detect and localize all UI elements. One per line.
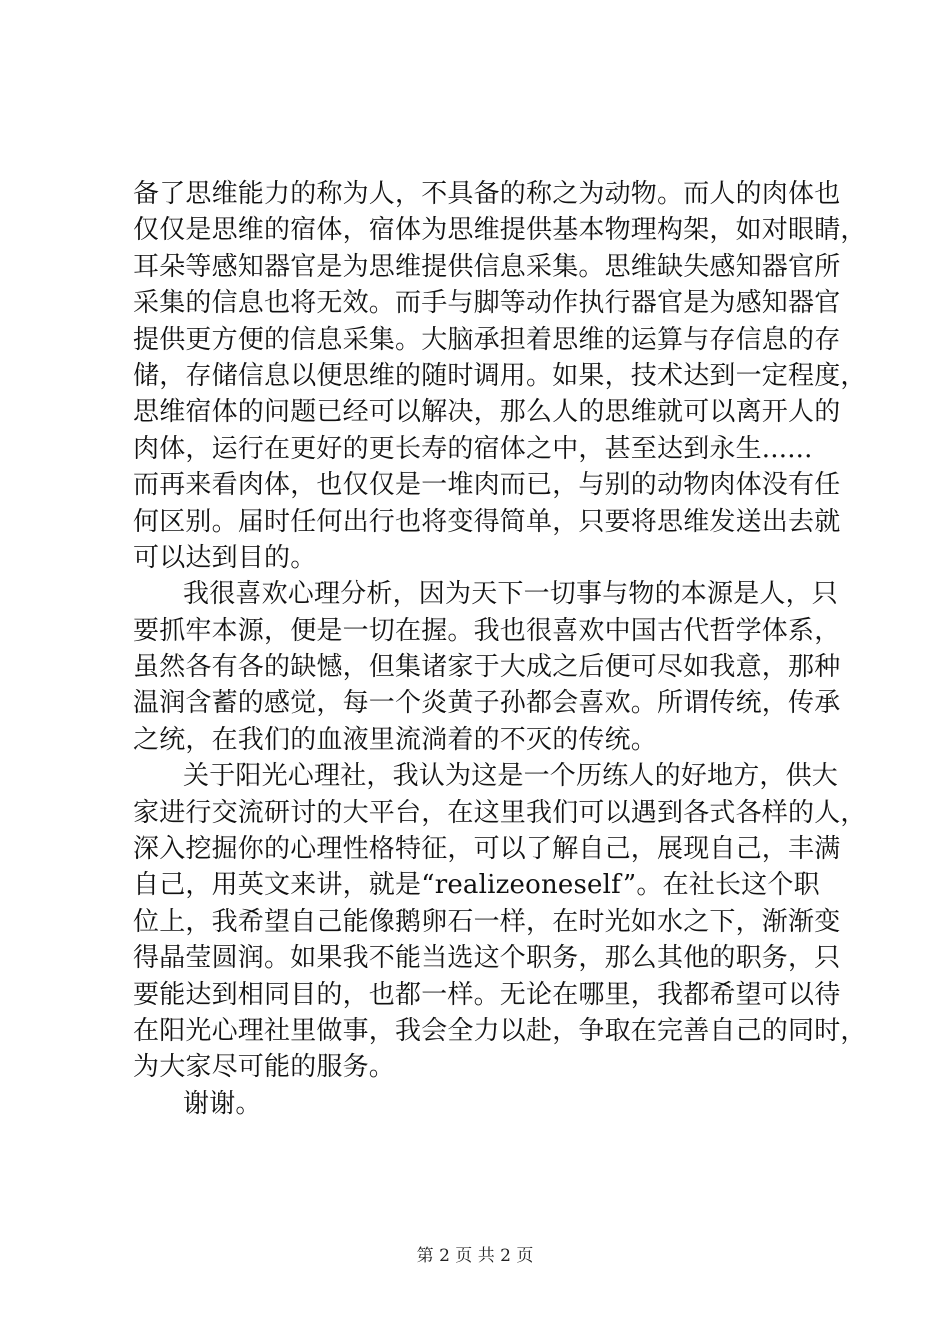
text-line: 关于阳光心理社，我认为这是一个历练人的好地方，供大: [183, 761, 839, 792]
text-line: 在阳光心理社里做事，我会全力以赴，争取在完善自己的同时，: [133, 1015, 867, 1046]
text-line: 要抓牢本源，便是一切在握。我也很喜欢中国古代哲学体系，: [133, 615, 841, 646]
text-line: 虽然各有各的缺憾，但集诸家于大成之后便可尽如我意，那种: [133, 652, 841, 683]
text-line: 耳朵等感知器官是为思维提供信息采集。思维缺失感知器官所: [133, 251, 841, 282]
text-line: 位上，我希望自己能像鹅卵石一样，在时光如水之下，渐渐变: [133, 906, 841, 937]
text-line: 提供更方便的信息采集。大脑承担着思维的运算与存信息的存: [133, 324, 841, 355]
page-number: 第 2 页 共 2 页: [416, 1246, 534, 1266]
body-text: [133, 176, 867, 1122]
text-line: 谢谢。: [183, 1088, 262, 1119]
text-line: 家进行交流研讨的大平台，在这里我们可以遇到各式各样的人，: [133, 797, 867, 828]
text-line: 为大家尽可能的服务。: [133, 1052, 396, 1083]
text-line: 备了思维能力的称为人，不具备的称之为动物。而人的肉体也: [133, 179, 841, 209]
paragraph: [133, 176, 867, 576]
text-line: 何区别。届时任何出行也将变得简单，只要将思维发送出去就: [133, 506, 841, 537]
text-line: 得晶莹圆润。如果我不能当选这个职务，那么其他的职务，只: [133, 943, 841, 974]
text-line: 深入挖掘你的心理性格特征，可以了解自己，展现自己，丰满: [133, 834, 841, 865]
text-line: 要能达到相同目的，也都一样。无论在哪里，我都希望可以待: [133, 979, 841, 1010]
text-line: 采集的信息也将无效。而手与脚等动作执行器官是为感知器官: [133, 288, 841, 319]
page-footer: [0, 1245, 950, 1267]
text-line: 可以达到目的。: [133, 542, 317, 573]
text-line: 我很喜欢心理分析，因为天下一切事与物的本源是人，只: [183, 579, 839, 610]
text-line: 思维宿体的问题已经可以解决，那么人的思维就可以离开人的: [133, 397, 841, 428]
paragraph: [133, 1086, 825, 1122]
text-line: 而再来看肉体，也仅仅是一堆肉而已，与别的动物肉体没有任: [133, 470, 841, 501]
text-line: 之统，在我们的血液里流淌着的不灭的传统。: [133, 724, 658, 755]
text-line: 储，存储信息以便思维的随时调用。如果，技术达到一定程度，: [133, 360, 867, 391]
paragraph: [133, 576, 841, 758]
text-line: 温润含蓄的感觉，每一个炎黄子孙都会喜欢。所谓传统，传承: [133, 688, 841, 719]
text-line: 肉体，运行在更好的更长寿的宿体之中，甚至达到永生......: [133, 433, 813, 464]
text-line: 仅仅是思维的宿体，宿体为思维提供基本物理构架，如对眼睛，: [133, 215, 867, 246]
paragraph: [133, 758, 867, 1086]
text-line: 自己，用英文来讲，就是“realizeoneself”。在社长这个职: [133, 870, 820, 901]
